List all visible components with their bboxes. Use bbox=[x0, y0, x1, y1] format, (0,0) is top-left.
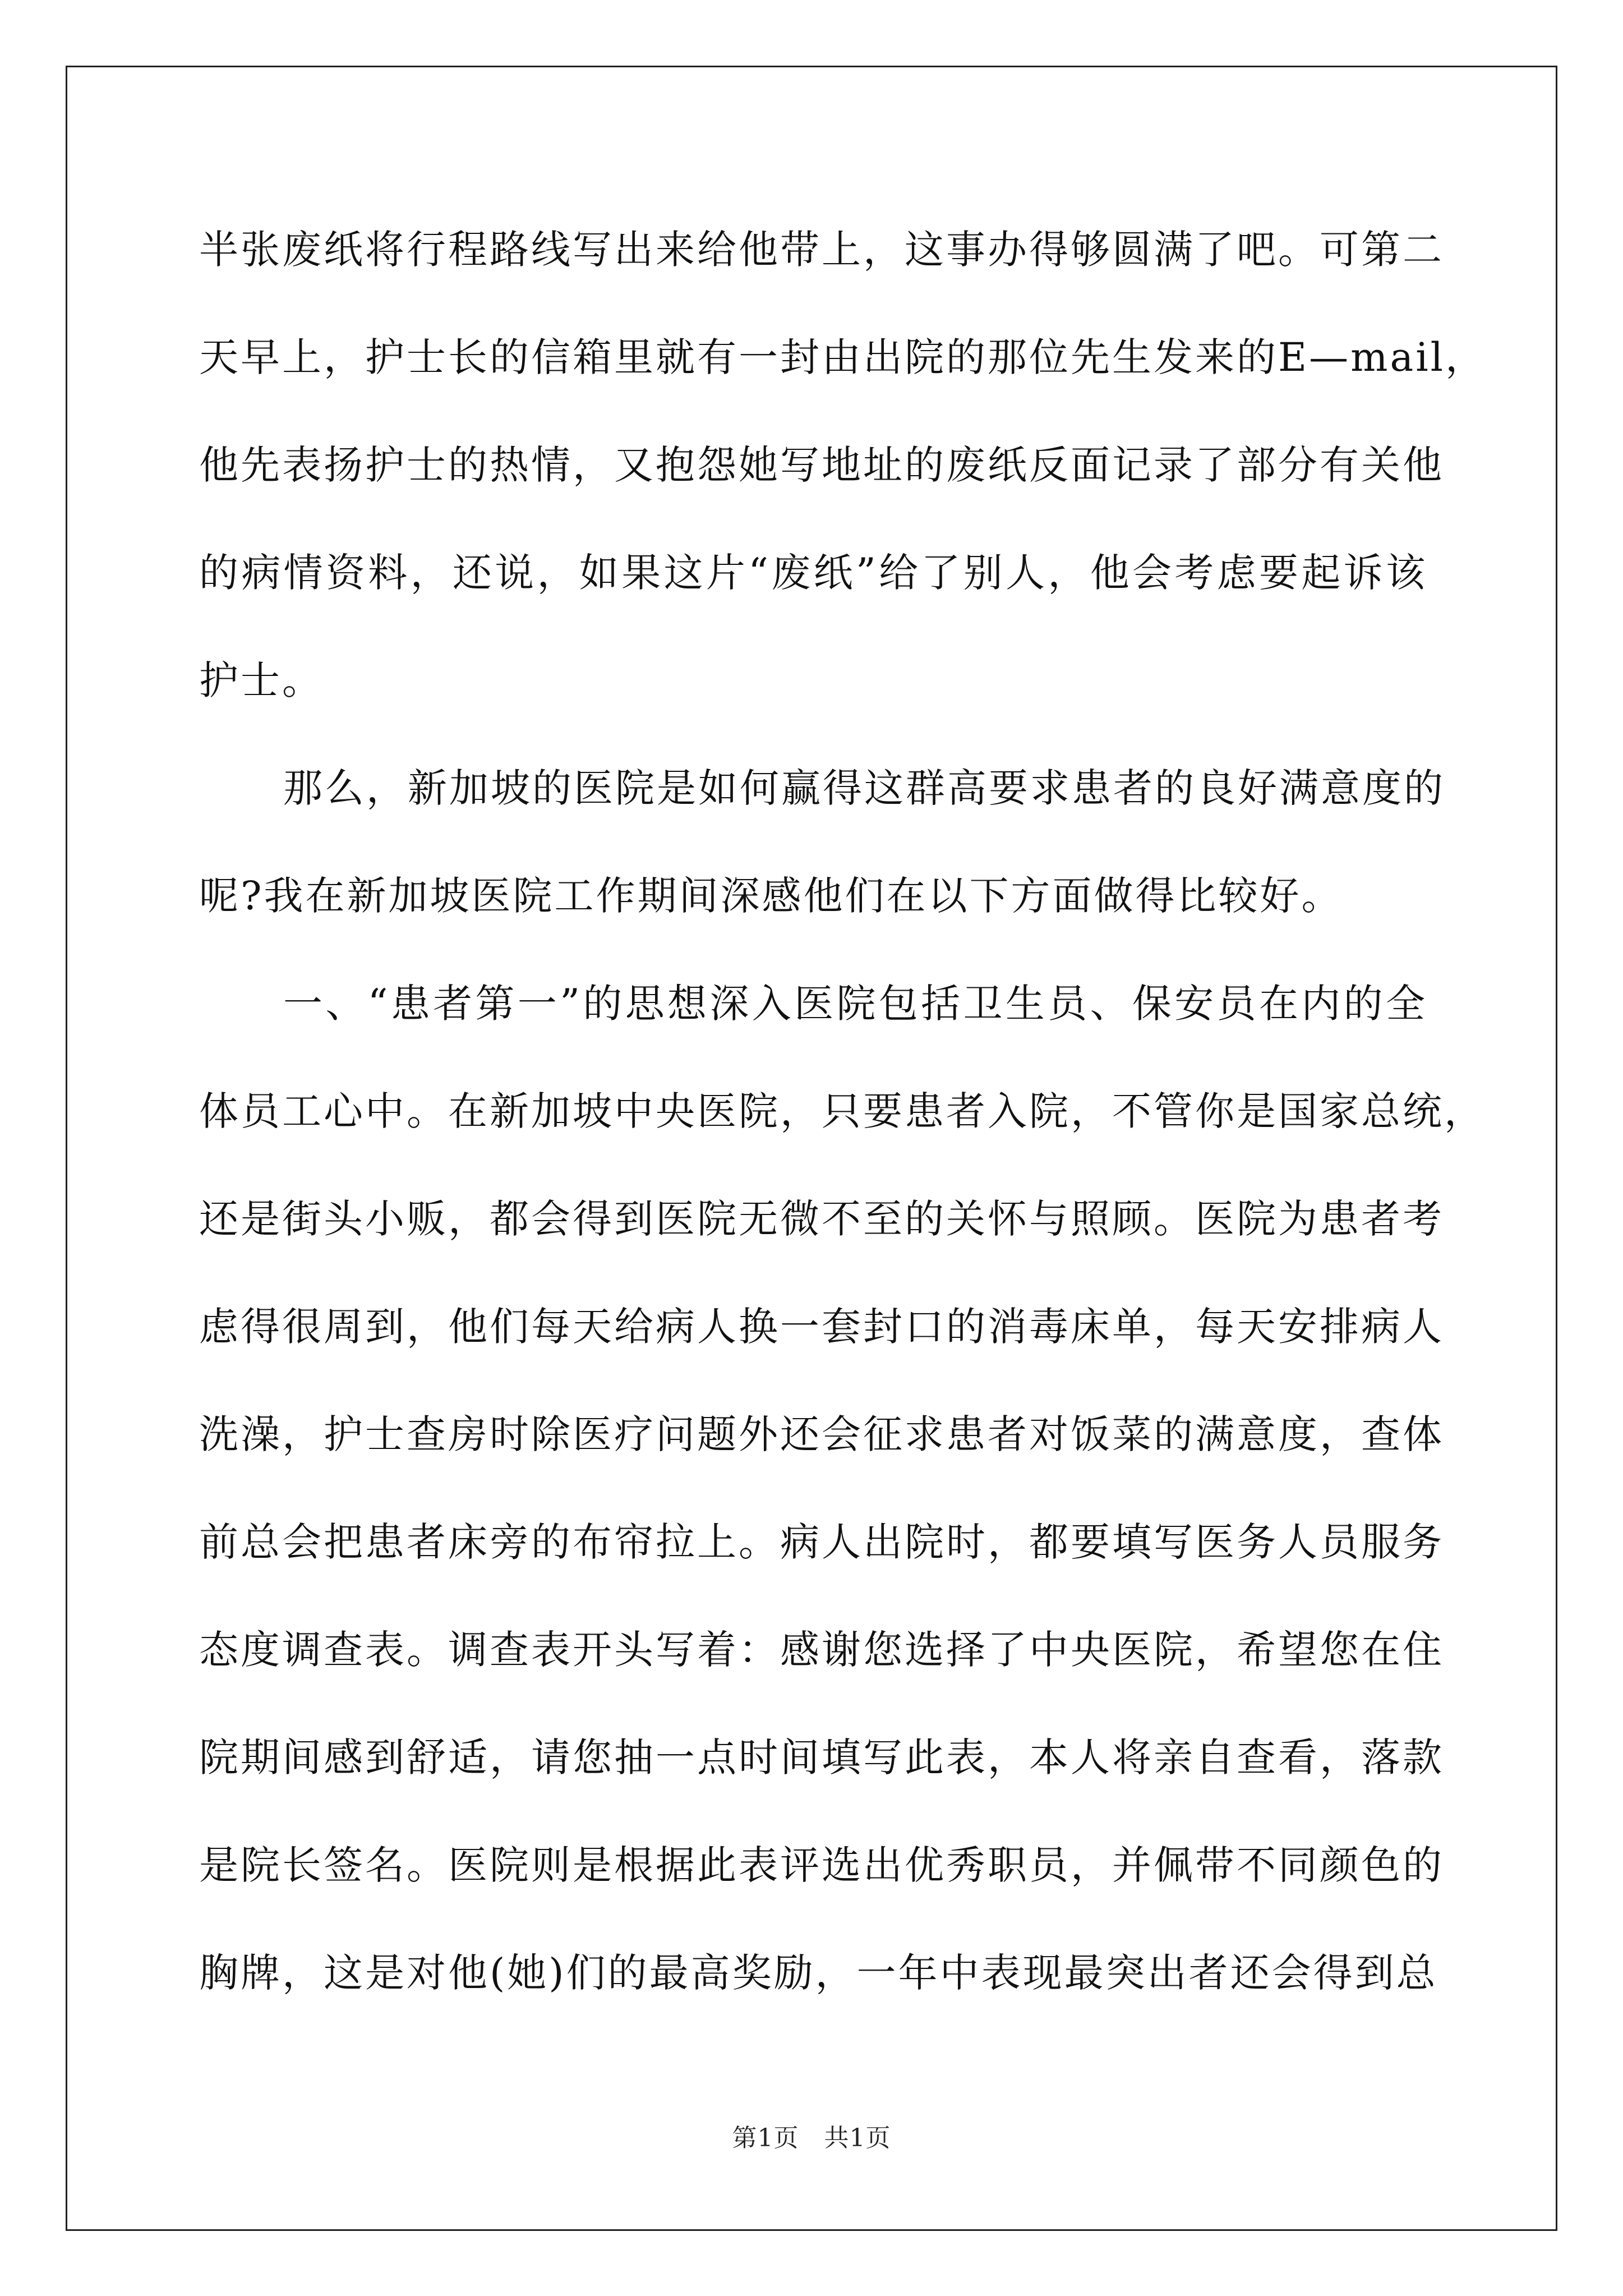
text-line-4: 的病情资料，还说，如果这片“废纸”给了别人，他会考虑要起诉该 bbox=[199, 550, 1427, 596]
text-line-5: 护士。 bbox=[199, 657, 324, 703]
page-number-footer: 第1页 共1页 bbox=[732, 2124, 891, 2152]
text-line-16: 是院长签名。医院则是根据此表评选出优秀职员，并佩带不同颜色的 bbox=[199, 1842, 1444, 1888]
text-line-15: 院期间感到舒适，请您抽一点时间填写此表，本人将亲自查看，落款 bbox=[199, 1734, 1444, 1780]
text-line-17: 胸牌，这是对他(她)们的最高奖励，一年中表现最突出者还会得到总 bbox=[199, 1950, 1438, 1996]
text-line-6: 那么，新加坡的医院是如何赢得这群高要求患者的良好满意度的 bbox=[283, 765, 1445, 811]
text-line-7: 呢?我在新加坡医院工作期间深感他们在以下方面做得比较好。 bbox=[199, 873, 1343, 919]
text-line-1: 半张废纸将行程路线写出来给他带上，这事办得够圆满了吧。可第二 bbox=[199, 227, 1444, 273]
text-line-8: 一、“患者第一”的思想深入医院包括卫生员、保安员在内的全 bbox=[283, 981, 1427, 1027]
text-line-10: 还是街头小贩，都会得到医院无微不至的关怀与照顾。医院为患者考 bbox=[199, 1196, 1444, 1242]
text-line-11: 虑得很周到，他们每天给病人换一套封口的消毒床单，每天安排病人 bbox=[199, 1304, 1444, 1350]
document-body bbox=[199, 217, 1487, 2047]
text-line-3: 他先表扬护士的热情，又抱怨她写地址的废纸反面记录了部分有关他 bbox=[199, 442, 1444, 488]
text-line-2: 天早上，护士长的信箱里就有一封由出院的那位先生发来的E—mail， bbox=[199, 334, 1487, 380]
text-line-12: 洗澡，护士查房时除医疗问题外还会征求患者对饭菜的满意度，查体 bbox=[199, 1411, 1444, 1457]
text-line-14: 态度调查表。调查表开头写着：感谢您选择了中央医院，希望您在住 bbox=[199, 1627, 1444, 1673]
text-line-13: 前总会把患者床旁的布帘拉上。病人出院时，都要填写医务人员服务 bbox=[199, 1519, 1444, 1565]
text-line-9: 体员工心中。在新加坡中央医院，只要患者入院，不管你是国家总统， bbox=[199, 1088, 1486, 1134]
